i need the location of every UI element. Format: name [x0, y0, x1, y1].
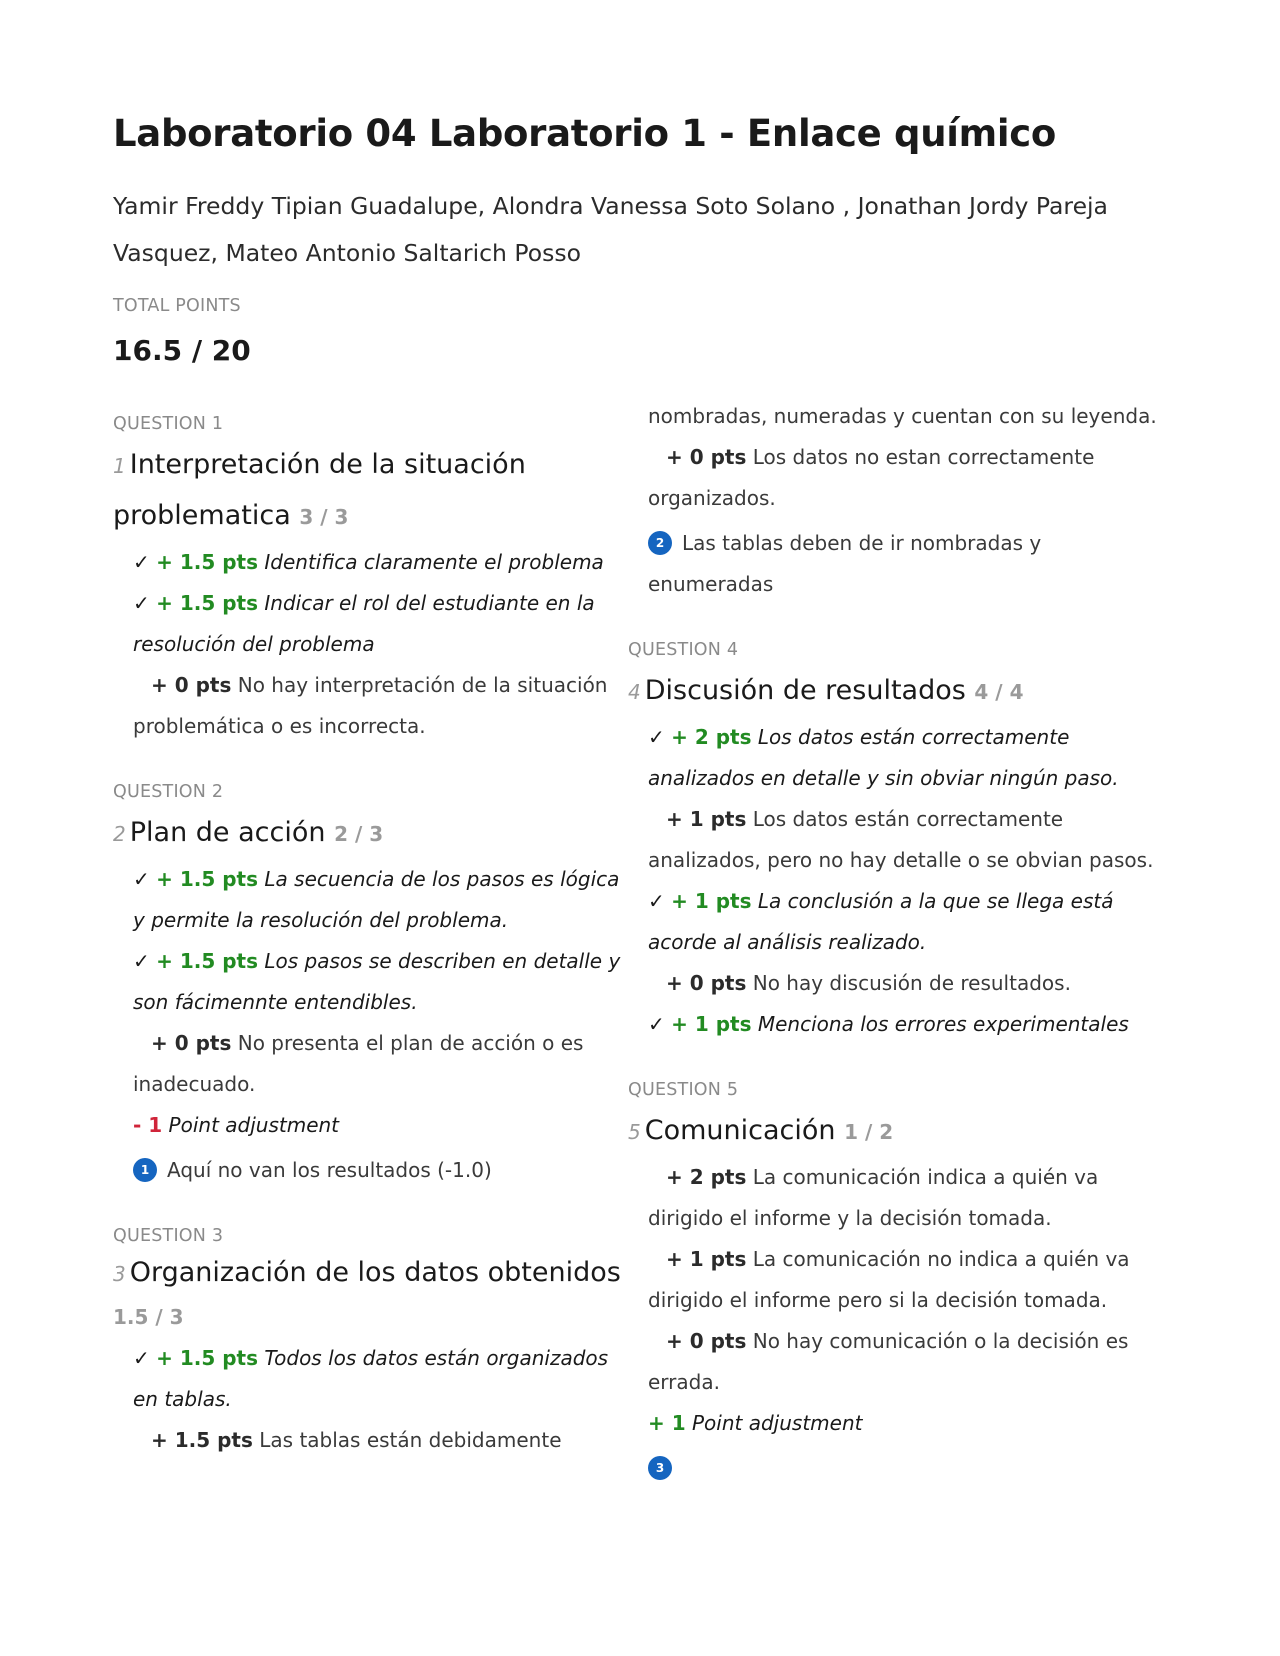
- comment-badge[interactable]: 3: [648, 1456, 672, 1480]
- comment-text: Las tablas deben de ir nombradas y enumeradas: [648, 531, 1042, 596]
- rubric-points: + 1 pts: [671, 1012, 752, 1036]
- question-3-continued: [648, 396, 1158, 605]
- rubric-description: Todos los datos están organizados en tablas.: [133, 1346, 609, 1411]
- rubric-item[interactable]: [133, 859, 623, 941]
- rubric-points: + 0 pts: [666, 971, 747, 995]
- rubric-item[interactable]: [133, 1338, 623, 1420]
- grader-comment: [133, 1150, 623, 1191]
- rubric-item[interactable]: [648, 799, 1158, 881]
- question-score: 1 / 2: [844, 1120, 894, 1144]
- question-title: [628, 1106, 1158, 1157]
- rubric-description: Los datos no estan correctamente organizados.: [648, 445, 1095, 510]
- rubric-points: + 1 pts: [666, 807, 747, 831]
- question-3: [113, 1221, 623, 1461]
- rubric-description: Los pasos se describen en detalle y son fácimennte entendibles.: [133, 949, 621, 1014]
- rubric-description: La comunicación no indica a quién va dirigido el informe pero si la decisión tomada.: [648, 1247, 1130, 1312]
- right-column: [628, 396, 1158, 1489]
- rubric-description: Menciona los errores experimentales: [757, 1012, 1129, 1036]
- rubric-points: + 0 pts: [666, 445, 747, 469]
- question-title-text: Interpretación de la situación problematica: [113, 449, 526, 531]
- rubric-points: + 1.5 pts: [151, 1428, 253, 1452]
- rubric-item[interactable]: [648, 1239, 1158, 1321]
- question-label: QUESTION 5: [628, 1080, 739, 1100]
- rubric-points: + 1.5 pts: [156, 591, 259, 615]
- rubric-description: No hay comunicación o la decisión es errada.: [648, 1329, 1129, 1394]
- question-4: [628, 635, 1158, 1045]
- rubric-item[interactable]: [648, 437, 1158, 519]
- check-icon: ✓: [133, 949, 150, 973]
- total-points-label: TOTAL POINTS: [113, 296, 241, 316]
- check-icon: ✓: [133, 1346, 150, 1370]
- check-icon: ✓: [648, 889, 665, 913]
- question-score: 4 / 4: [974, 680, 1024, 704]
- adjustment-label: Point adjustment: [692, 1411, 863, 1435]
- question-title-text: Comunicación: [644, 1115, 836, 1146]
- rubric-points: + 0 pts: [151, 1031, 232, 1055]
- rubric-points: + 1 pts: [666, 1247, 747, 1271]
- page-title: Laboratorio 04 Laboratorio 1 - Enlace químico: [113, 112, 1057, 155]
- question-title-text: Discusión de resultados: [644, 675, 966, 706]
- question-number: 4: [628, 680, 641, 704]
- rubric-item[interactable]: [648, 881, 1158, 963]
- rubric-item[interactable]: [648, 1157, 1158, 1239]
- rubric-points: + 1.5 pts: [156, 550, 259, 574]
- check-icon: ✓: [648, 725, 665, 749]
- comment-badge[interactable]: 1: [133, 1158, 157, 1182]
- check-icon: ✓: [648, 1012, 665, 1036]
- question-title: [113, 1252, 623, 1338]
- question-label: QUESTION 4: [628, 640, 739, 660]
- question-label: QUESTION 3: [113, 1226, 224, 1246]
- question-title-text: Plan de acción: [129, 817, 326, 848]
- rubric-points: + 1.5 pts: [156, 1346, 259, 1370]
- question-number: 1: [113, 454, 126, 478]
- total-points-value: 16.5 / 20: [113, 334, 251, 367]
- rubric-points: + 0 pts: [151, 673, 232, 697]
- question-score: 2 / 3: [334, 822, 384, 846]
- question-2: [113, 777, 623, 1191]
- rubric-item[interactable]: [133, 1023, 623, 1105]
- question-label: QUESTION 1: [113, 414, 224, 434]
- rubric-item[interactable]: [133, 542, 623, 583]
- question-5: [628, 1075, 1158, 1489]
- rubric-description: Identifica claramente el problema: [264, 550, 604, 574]
- rubric-description: La comunicación indica a quién va dirigido el informe y la decisión tomada.: [648, 1165, 1099, 1230]
- rubric-item[interactable]: [648, 717, 1158, 799]
- rubric-description: No hay interpretación de la situación problemática o es incorrecta.: [133, 673, 608, 738]
- rubric-description: nombradas, numeradas y cuentan con su leyenda.: [648, 404, 1157, 428]
- rubric-item[interactable]: [648, 963, 1158, 1004]
- question-number: 2: [113, 822, 126, 846]
- rubric-description: No hay discusión de resultados.: [752, 971, 1071, 995]
- rubric-description: Indicar el rol del estudiante en la resolución del problema: [133, 591, 595, 656]
- check-icon: ✓: [133, 550, 150, 574]
- question-score: 1.5 / 3: [113, 1305, 184, 1329]
- rubric-points: + 1.5 pts: [156, 949, 259, 973]
- point-adjustment: [648, 1403, 1158, 1444]
- rubric-item-continued: [648, 396, 1158, 437]
- rubric-item[interactable]: [648, 1321, 1158, 1403]
- check-icon: ✓: [133, 867, 150, 891]
- rubric-description: Los datos están correctamente analizados, pero no hay detalle o se obvian pasos.: [648, 807, 1154, 872]
- rubric-points: + 0 pts: [666, 1329, 747, 1353]
- question-number: 5: [628, 1120, 641, 1144]
- left-column: [113, 409, 623, 1461]
- rubric-description: Los datos están correctamente analizados en detalle y sin obviar ningún paso.: [648, 725, 1119, 790]
- rubric-description: Las tablas están debidamente: [259, 1428, 562, 1452]
- grader-comment: [648, 523, 1158, 605]
- rubric-item[interactable]: [133, 583, 623, 665]
- comment-text: Aquí no van los resultados (-1.0): [167, 1158, 492, 1182]
- rubric-points: + 2 pts: [666, 1165, 747, 1189]
- question-1: [113, 409, 623, 747]
- question-title: [113, 808, 623, 859]
- question-title: [113, 440, 623, 542]
- rubric-description: La conclusión a la que se llega está acorde al análisis realizado.: [648, 889, 1114, 954]
- adjustment-label: Point adjustment: [168, 1113, 340, 1137]
- adjustment-points: - 1: [133, 1113, 163, 1137]
- grader-comment: [648, 1448, 1158, 1489]
- question-number: 3: [113, 1262, 126, 1286]
- comment-badge[interactable]: 2: [648, 531, 672, 555]
- rubric-item[interactable]: [133, 665, 623, 747]
- rubric-description: No presenta el plan de acción o es inadecuado.: [133, 1031, 584, 1096]
- rubric-points: + 1.5 pts: [156, 867, 259, 891]
- check-icon: ✓: [133, 591, 150, 615]
- rubric-points: + 2 pts: [671, 725, 752, 749]
- rubric-description: La secuencia de los pasos es lógica y permite la resolución del problema.: [133, 867, 620, 932]
- adjustment-points: + 1: [648, 1411, 686, 1435]
- rubric-item[interactable]: [133, 1420, 623, 1461]
- question-label: QUESTION 2: [113, 782, 224, 802]
- question-score: 3 / 3: [299, 505, 349, 529]
- rubric-item[interactable]: [133, 941, 623, 1023]
- question-title-text: Organización de los datos obtenidos: [129, 1257, 621, 1288]
- rubric-item[interactable]: [648, 1004, 1158, 1045]
- rubric-points: + 1 pts: [671, 889, 752, 913]
- point-adjustment: [133, 1105, 623, 1146]
- question-title: [628, 666, 1158, 717]
- authors: Yamir Freddy Tipian Guadalupe, Alondra Vanessa Soto Solano , Jonathan Jordy Pareja Vasquez, Mateo Antonio Saltarich Posso: [113, 192, 1108, 267]
